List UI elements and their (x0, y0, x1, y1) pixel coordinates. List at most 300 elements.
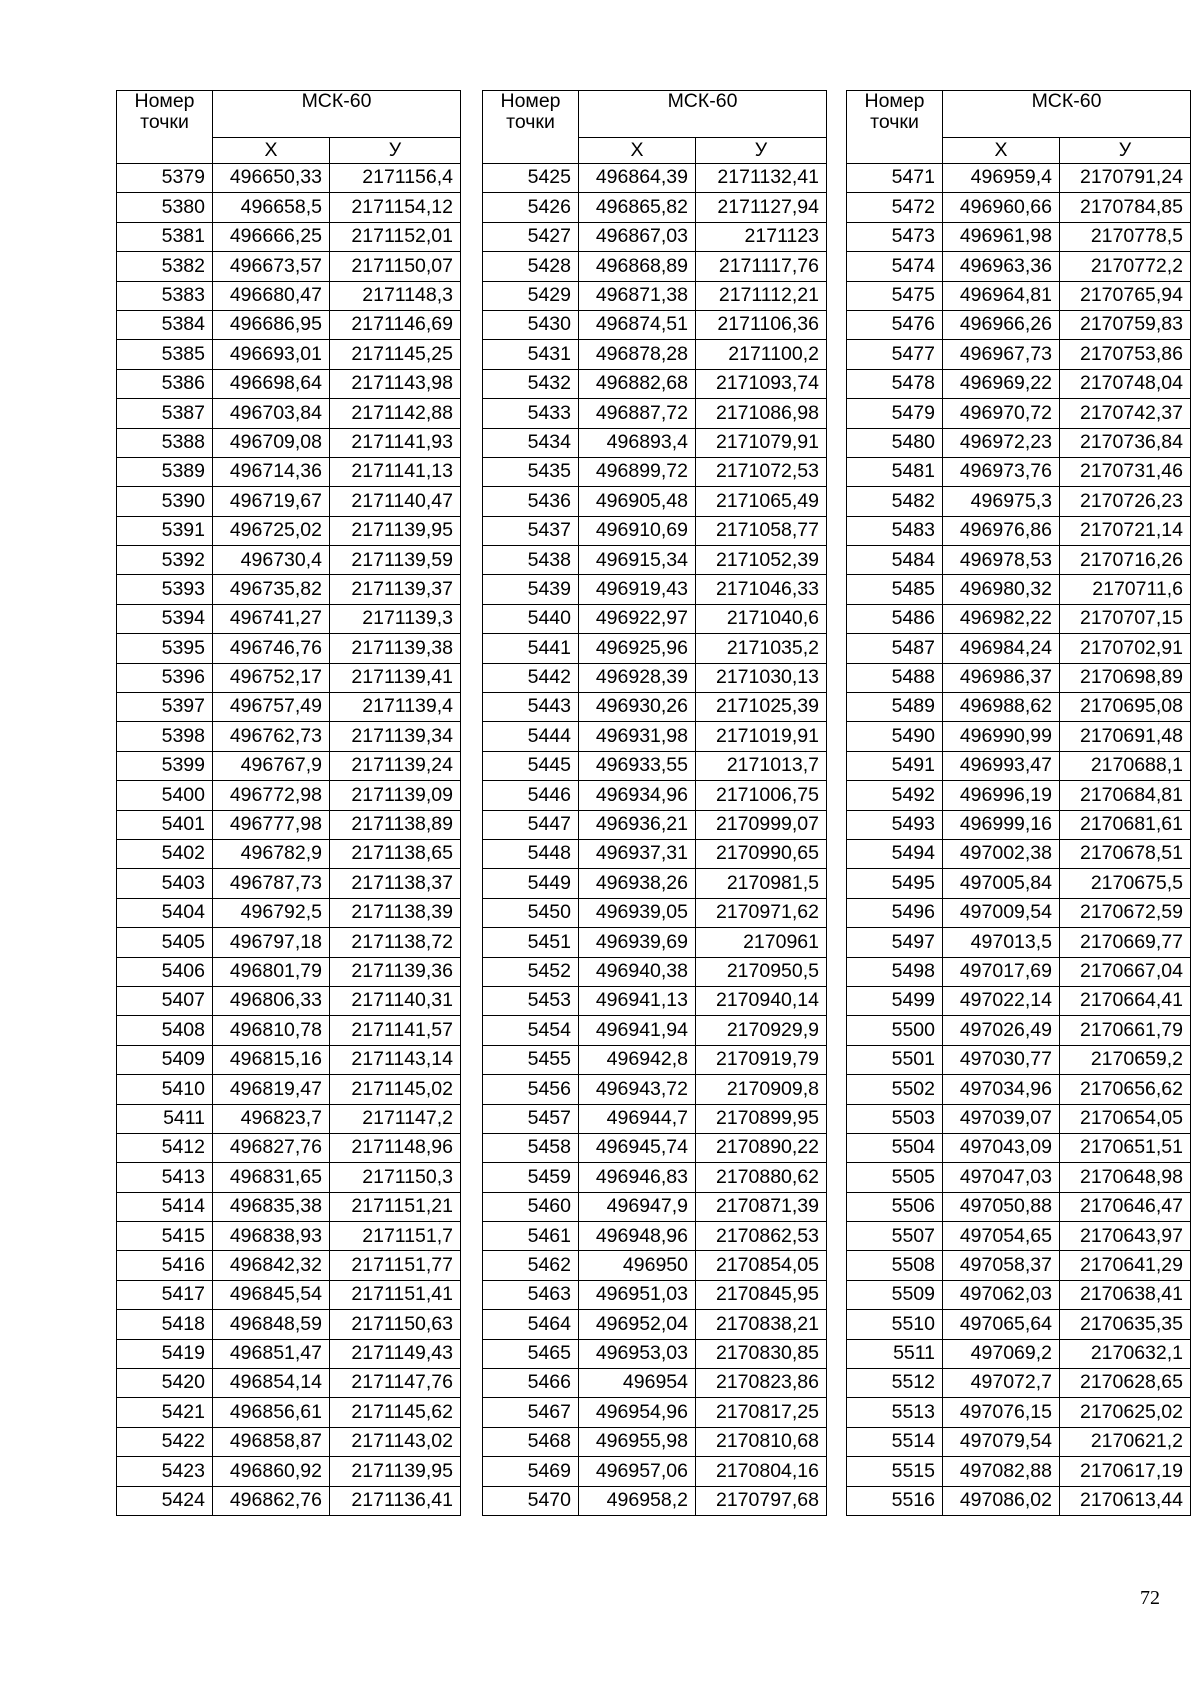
y-coordinate-cell: 2171156,4 (330, 164, 461, 193)
y-coordinate-cell: 2171138,39 (330, 898, 461, 927)
x-coordinate-cell: 496658,5 (213, 193, 330, 222)
y-coordinate-cell: 2171138,89 (330, 810, 461, 839)
point-number-cell: 5441 (483, 634, 579, 663)
table-row (483, 310, 827, 339)
point-number-cell: 5515 (847, 1457, 943, 1486)
x-coordinate-cell: 496963,36 (943, 252, 1060, 281)
point-number-cell: 5477 (847, 340, 943, 369)
table-row (117, 281, 461, 310)
x-coordinate-cell: 497034,96 (943, 1075, 1060, 1104)
y-coordinate-cell: 2171145,62 (330, 1398, 461, 1427)
y-coordinate-cell: 2170707,15 (1060, 604, 1191, 633)
point-number-cell: 5404 (117, 898, 213, 927)
x-coordinate-cell: 496928,39 (579, 663, 696, 692)
table-row (483, 1310, 827, 1339)
x-coordinate-cell: 496975,3 (943, 487, 1060, 516)
table-header (847, 91, 1191, 164)
y-coordinate-cell: 2170691,48 (1060, 722, 1191, 751)
point-number-cell: 5420 (117, 1369, 213, 1398)
table-row (117, 693, 461, 722)
point-number-cell: 5447 (483, 810, 579, 839)
point-number-cell: 5383 (117, 281, 213, 310)
y-coordinate-cell: 2171006,75 (696, 781, 827, 810)
y-coordinate-cell: 2171079,91 (696, 428, 827, 457)
point-number-cell: 5435 (483, 457, 579, 486)
y-coordinate-cell: 2170635,35 (1060, 1310, 1191, 1339)
table-row (847, 1163, 1191, 1192)
x-coordinate-cell: 496957,06 (579, 1457, 696, 1486)
point-number-cell: 5425 (483, 164, 579, 193)
table-row (483, 369, 827, 398)
point-number-cell: 5418 (117, 1310, 213, 1339)
point-number-cell: 5407 (117, 986, 213, 1015)
table-row (847, 1280, 1191, 1309)
table-row (117, 252, 461, 281)
point-number-cell: 5381 (117, 222, 213, 251)
point-number-cell: 5514 (847, 1427, 943, 1456)
y-coordinate-cell: 2171142,88 (330, 399, 461, 428)
y-coordinate-cell: 2171147,2 (330, 1104, 461, 1133)
header-y: У (1060, 138, 1191, 164)
table-row (847, 281, 1191, 310)
table-row (117, 428, 461, 457)
y-coordinate-cell: 2170675,5 (1060, 869, 1191, 898)
point-number-cell: 5406 (117, 957, 213, 986)
point-number-cell: 5451 (483, 928, 579, 957)
y-coordinate-cell: 2171058,77 (696, 516, 827, 545)
y-coordinate-cell: 2171072,53 (696, 457, 827, 486)
coord-table-1 (116, 90, 461, 1516)
point-number-cell: 5445 (483, 751, 579, 780)
y-coordinate-cell: 2170721,14 (1060, 516, 1191, 545)
y-coordinate-cell: 2171149,43 (330, 1339, 461, 1368)
x-coordinate-cell: 496787,73 (213, 869, 330, 898)
table-row (847, 928, 1191, 957)
table-row (483, 1016, 827, 1045)
x-coordinate-cell: 496719,67 (213, 487, 330, 516)
x-coordinate-cell: 496966,26 (943, 310, 1060, 339)
y-coordinate-cell: 2170654,05 (1060, 1104, 1191, 1133)
y-coordinate-cell: 2170862,53 (696, 1222, 827, 1251)
x-coordinate-cell: 497058,37 (943, 1251, 1060, 1280)
x-coordinate-cell: 496801,79 (213, 957, 330, 986)
point-number-cell: 5483 (847, 516, 943, 545)
y-coordinate-cell: 2171112,21 (696, 281, 827, 310)
x-coordinate-cell: 496673,57 (213, 252, 330, 281)
point-number-cell: 5455 (483, 1045, 579, 1074)
y-coordinate-cell: 2171151,7 (330, 1222, 461, 1251)
table-body (483, 164, 827, 1516)
table-row (847, 193, 1191, 222)
table-row (483, 1192, 827, 1221)
point-number-cell: 5476 (847, 310, 943, 339)
point-number-cell: 5431 (483, 340, 579, 369)
table-row (483, 575, 827, 604)
y-coordinate-cell: 2170823,86 (696, 1369, 827, 1398)
y-coordinate-cell: 2170716,26 (1060, 546, 1191, 575)
table-header (117, 91, 461, 164)
y-coordinate-cell: 2170990,65 (696, 839, 827, 868)
point-number-cell: 5512 (847, 1369, 943, 1398)
point-number-cell: 5498 (847, 957, 943, 986)
x-coordinate-cell: 496953,03 (579, 1339, 696, 1368)
x-coordinate-cell: 496835,38 (213, 1192, 330, 1221)
y-coordinate-cell: 2170999,07 (696, 810, 827, 839)
x-coordinate-cell: 496874,51 (579, 310, 696, 339)
table-row (483, 1075, 827, 1104)
table-row (483, 634, 827, 663)
y-coordinate-cell: 2171145,02 (330, 1075, 461, 1104)
x-coordinate-cell: 496964,81 (943, 281, 1060, 310)
point-number-cell: 5388 (117, 428, 213, 457)
y-coordinate-cell: 2170748,04 (1060, 369, 1191, 398)
y-coordinate-cell: 2171145,25 (330, 340, 461, 369)
x-coordinate-cell: 497086,02 (943, 1486, 1060, 1515)
y-coordinate-cell: 2171139,59 (330, 546, 461, 575)
point-number-cell: 5504 (847, 1133, 943, 1162)
x-coordinate-cell: 496709,08 (213, 428, 330, 457)
x-coordinate-cell: 496972,23 (943, 428, 1060, 457)
table-row (117, 751, 461, 780)
point-number-cell: 5428 (483, 252, 579, 281)
x-coordinate-cell: 496823,7 (213, 1104, 330, 1133)
table-row (847, 781, 1191, 810)
y-coordinate-cell: 2170688,1 (1060, 751, 1191, 780)
x-coordinate-cell: 496680,47 (213, 281, 330, 310)
table-row (847, 1310, 1191, 1339)
header-point-number: Номер точки (117, 91, 213, 164)
table-row (483, 1045, 827, 1074)
y-coordinate-cell: 2170664,41 (1060, 986, 1191, 1015)
y-coordinate-cell: 2170854,05 (696, 1251, 827, 1280)
table-row (483, 1280, 827, 1309)
x-coordinate-cell: 496806,33 (213, 986, 330, 1015)
y-coordinate-cell: 2170684,81 (1060, 781, 1191, 810)
header-point-number: Номер точки (483, 91, 579, 164)
y-coordinate-cell: 2171138,65 (330, 839, 461, 868)
point-number-cell: 5424 (117, 1486, 213, 1515)
point-number-cell: 5479 (847, 399, 943, 428)
table-row (483, 1163, 827, 1192)
point-number-cell: 5491 (847, 751, 943, 780)
point-number-cell: 5387 (117, 399, 213, 428)
x-coordinate-cell: 496950 (579, 1251, 696, 1280)
y-coordinate-cell: 2170641,29 (1060, 1251, 1191, 1280)
table-row (117, 487, 461, 516)
y-coordinate-cell: 2171139,4 (330, 693, 461, 722)
y-coordinate-cell: 2170880,62 (696, 1163, 827, 1192)
point-number-cell: 5440 (483, 604, 579, 633)
point-number-cell: 5389 (117, 457, 213, 486)
table-row (117, 928, 461, 957)
y-coordinate-cell: 2171136,41 (330, 1486, 461, 1515)
table-row (117, 1339, 461, 1368)
table-row (847, 1222, 1191, 1251)
point-number-cell: 5414 (117, 1192, 213, 1221)
y-coordinate-cell: 2170672,59 (1060, 898, 1191, 927)
table-row (847, 751, 1191, 780)
point-number-cell: 5469 (483, 1457, 579, 1486)
point-number-cell: 5430 (483, 310, 579, 339)
x-coordinate-cell: 496940,38 (579, 957, 696, 986)
x-coordinate-cell: 496946,83 (579, 1163, 696, 1192)
table-row (117, 1075, 461, 1104)
header-row (117, 91, 461, 138)
point-number-cell: 5443 (483, 693, 579, 722)
y-coordinate-cell: 2170890,22 (696, 1133, 827, 1162)
x-coordinate-cell: 496948,96 (579, 1222, 696, 1251)
x-coordinate-cell: 497009,54 (943, 898, 1060, 927)
y-coordinate-cell: 2171046,33 (696, 575, 827, 604)
point-number-cell: 5442 (483, 663, 579, 692)
table-header (483, 91, 827, 164)
x-coordinate-cell: 496952,04 (579, 1310, 696, 1339)
table-row (483, 1369, 827, 1398)
point-number-cell: 5472 (847, 193, 943, 222)
y-coordinate-cell: 2171019,91 (696, 722, 827, 751)
table-row (117, 340, 461, 369)
y-coordinate-cell: 2170971,62 (696, 898, 827, 927)
x-coordinate-cell: 496864,39 (579, 164, 696, 193)
header-row (483, 91, 827, 138)
x-coordinate-cell: 496854,14 (213, 1369, 330, 1398)
table-row (847, 222, 1191, 251)
table-row (117, 1457, 461, 1486)
table-row (847, 634, 1191, 663)
x-coordinate-cell: 496767,9 (213, 751, 330, 780)
table-row (117, 1486, 461, 1515)
table-row (117, 957, 461, 986)
y-coordinate-cell: 2170731,46 (1060, 457, 1191, 486)
y-coordinate-cell: 2170830,85 (696, 1339, 827, 1368)
y-coordinate-cell: 2171139,95 (330, 516, 461, 545)
x-coordinate-cell: 496725,02 (213, 516, 330, 545)
x-coordinate-cell: 496934,96 (579, 781, 696, 810)
y-coordinate-cell: 2171147,76 (330, 1369, 461, 1398)
point-number-cell: 5410 (117, 1075, 213, 1104)
x-coordinate-cell: 496797,18 (213, 928, 330, 957)
table-row (117, 1104, 461, 1133)
point-number-cell: 5391 (117, 516, 213, 545)
x-coordinate-cell: 497065,64 (943, 1310, 1060, 1339)
table-row (847, 164, 1191, 193)
table-row (117, 164, 461, 193)
y-coordinate-cell: 2171100,2 (696, 340, 827, 369)
x-coordinate-cell: 496937,31 (579, 839, 696, 868)
x-coordinate-cell: 496772,98 (213, 781, 330, 810)
x-coordinate-cell: 496868,89 (579, 252, 696, 281)
y-coordinate-cell: 2171139,36 (330, 957, 461, 986)
header-coordinate-system: МСК-60 (579, 91, 827, 138)
x-coordinate-cell: 496931,98 (579, 722, 696, 751)
point-number-cell: 5462 (483, 1251, 579, 1280)
point-number-cell: 5459 (483, 1163, 579, 1192)
table-row (483, 252, 827, 281)
y-coordinate-cell: 2171141,93 (330, 428, 461, 457)
point-number-cell: 5502 (847, 1075, 943, 1104)
x-coordinate-cell: 496999,16 (943, 810, 1060, 839)
y-coordinate-cell: 2170753,86 (1060, 340, 1191, 369)
header-y: У (696, 138, 827, 164)
table-body (847, 164, 1191, 1516)
x-coordinate-cell: 496986,37 (943, 663, 1060, 692)
table-row (483, 957, 827, 986)
point-number-cell: 5510 (847, 1310, 943, 1339)
point-number-cell: 5490 (847, 722, 943, 751)
y-coordinate-cell: 2171138,72 (330, 928, 461, 957)
x-coordinate-cell: 496938,26 (579, 869, 696, 898)
y-coordinate-cell: 2171127,94 (696, 193, 827, 222)
x-coordinate-cell: 496792,5 (213, 898, 330, 927)
y-coordinate-cell: 2171123 (696, 222, 827, 251)
x-coordinate-cell: 496945,74 (579, 1133, 696, 1162)
table-row (847, 252, 1191, 281)
point-number-cell: 5426 (483, 193, 579, 222)
x-coordinate-cell: 496686,95 (213, 310, 330, 339)
x-coordinate-cell: 497002,38 (943, 839, 1060, 868)
x-coordinate-cell: 497054,65 (943, 1222, 1060, 1251)
header-row (847, 91, 1191, 138)
table-row (483, 428, 827, 457)
table-row (117, 222, 461, 251)
header-x: Х (213, 138, 330, 164)
y-coordinate-cell: 2171150,63 (330, 1310, 461, 1339)
point-number-cell: 5467 (483, 1398, 579, 1427)
x-coordinate-cell: 496958,2 (579, 1486, 696, 1515)
point-number-cell: 5400 (117, 781, 213, 810)
table-row (117, 1222, 461, 1251)
table-row (847, 1369, 1191, 1398)
point-number-cell: 5453 (483, 986, 579, 1015)
point-number-cell: 5493 (847, 810, 943, 839)
x-coordinate-cell: 496831,65 (213, 1163, 330, 1192)
x-coordinate-cell: 496867,03 (579, 222, 696, 251)
x-coordinate-cell: 496741,27 (213, 604, 330, 633)
table-row (483, 1398, 827, 1427)
y-coordinate-cell: 2170695,08 (1060, 693, 1191, 722)
table-row (117, 663, 461, 692)
y-coordinate-cell: 2171035,2 (696, 634, 827, 663)
point-number-cell: 5496 (847, 898, 943, 927)
table-row (483, 164, 827, 193)
table-row (847, 869, 1191, 898)
table-row (117, 839, 461, 868)
coord-table-3 (846, 90, 1191, 1516)
x-coordinate-cell: 496910,69 (579, 516, 696, 545)
x-coordinate-cell: 497017,69 (943, 957, 1060, 986)
table-row (117, 1045, 461, 1074)
point-number-cell: 5393 (117, 575, 213, 604)
point-number-cell: 5480 (847, 428, 943, 457)
y-coordinate-cell: 2171139,95 (330, 1457, 461, 1486)
x-coordinate-cell: 496973,76 (943, 457, 1060, 486)
table-row (117, 516, 461, 545)
x-coordinate-cell: 496947,9 (579, 1192, 696, 1221)
point-number-cell: 5516 (847, 1486, 943, 1515)
x-coordinate-cell: 496752,17 (213, 663, 330, 692)
point-number-cell: 5508 (847, 1251, 943, 1280)
y-coordinate-cell: 2170736,84 (1060, 428, 1191, 457)
x-coordinate-cell: 496925,96 (579, 634, 696, 663)
x-coordinate-cell: 496967,73 (943, 340, 1060, 369)
table-row (117, 1016, 461, 1045)
point-number-cell: 5394 (117, 604, 213, 633)
table-row (117, 193, 461, 222)
table-row (483, 222, 827, 251)
header-point-number: Номер точки (847, 91, 943, 164)
point-number-cell: 5438 (483, 546, 579, 575)
table-row (117, 604, 461, 633)
point-number-cell: 5416 (117, 1251, 213, 1280)
table-row (117, 1133, 461, 1162)
x-coordinate-cell: 496703,84 (213, 399, 330, 428)
table-row (117, 575, 461, 604)
table-row (117, 1192, 461, 1221)
table-row (117, 634, 461, 663)
table-row (483, 839, 827, 868)
x-coordinate-cell: 496827,76 (213, 1133, 330, 1162)
x-coordinate-cell: 497079,54 (943, 1427, 1060, 1456)
table-row (847, 516, 1191, 545)
x-coordinate-cell: 497039,07 (943, 1104, 1060, 1133)
x-coordinate-cell: 496865,82 (579, 193, 696, 222)
table-row (483, 1457, 827, 1486)
y-coordinate-cell: 2170810,68 (696, 1427, 827, 1456)
point-number-cell: 5409 (117, 1045, 213, 1074)
point-number-cell: 5395 (117, 634, 213, 663)
y-coordinate-cell: 2171143,02 (330, 1427, 461, 1456)
x-coordinate-cell: 496982,22 (943, 604, 1060, 633)
x-coordinate-cell: 497013,5 (943, 928, 1060, 957)
point-number-cell: 5499 (847, 986, 943, 1015)
y-coordinate-cell: 2171150,3 (330, 1163, 461, 1192)
point-number-cell: 5458 (483, 1133, 579, 1162)
x-coordinate-cell: 496988,62 (943, 693, 1060, 722)
point-number-cell: 5436 (483, 487, 579, 516)
x-coordinate-cell: 496990,99 (943, 722, 1060, 751)
y-coordinate-cell: 2170661,79 (1060, 1016, 1191, 1045)
header-coordinate-system: МСК-60 (213, 91, 461, 138)
point-number-cell: 5478 (847, 369, 943, 398)
x-coordinate-cell: 496933,55 (579, 751, 696, 780)
table-row (117, 399, 461, 428)
table-row (847, 1251, 1191, 1280)
table-row (117, 722, 461, 751)
table-row (847, 957, 1191, 986)
x-coordinate-cell: 496730,4 (213, 546, 330, 575)
table-row (117, 781, 461, 810)
point-number-cell: 5408 (117, 1016, 213, 1045)
table-row (483, 340, 827, 369)
table-row (483, 1486, 827, 1515)
x-coordinate-cell: 496951,03 (579, 1280, 696, 1309)
point-number-cell: 5492 (847, 781, 943, 810)
table-row (483, 869, 827, 898)
x-coordinate-cell: 496961,98 (943, 222, 1060, 251)
table-row (483, 1104, 827, 1133)
table-row (483, 193, 827, 222)
y-coordinate-cell: 2171139,24 (330, 751, 461, 780)
point-number-cell: 5475 (847, 281, 943, 310)
table-row (847, 1486, 1191, 1515)
table-row (847, 839, 1191, 868)
point-number-cell: 5434 (483, 428, 579, 457)
x-coordinate-cell: 496941,13 (579, 986, 696, 1015)
table-row (847, 810, 1191, 839)
point-number-cell: 5379 (117, 164, 213, 193)
x-coordinate-cell: 496845,54 (213, 1280, 330, 1309)
point-number-cell: 5422 (117, 1427, 213, 1456)
